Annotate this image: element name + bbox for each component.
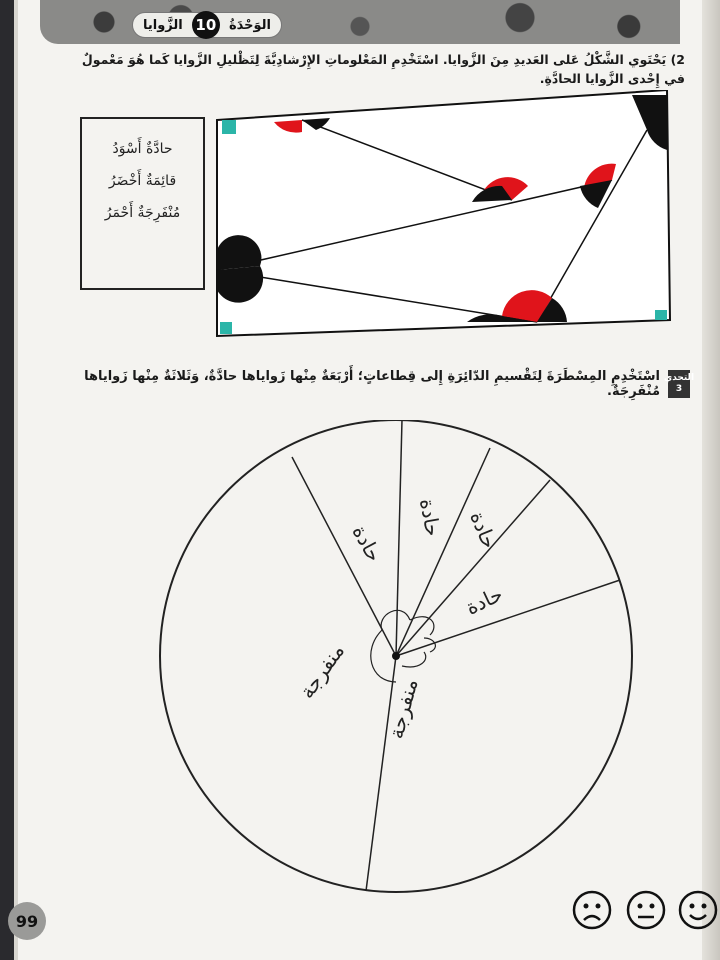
challenge-badge-number: 3 (675, 384, 683, 394)
challenge-badge-label: التحدي (663, 373, 695, 383)
right-angle-marker (222, 120, 236, 134)
happy-face-icon[interactable] (678, 890, 718, 930)
handwritten-acute-2: حادة (415, 496, 446, 539)
sector-radius (396, 448, 490, 656)
angles-figure (212, 90, 677, 340)
unit-pill (132, 12, 282, 38)
handwritten-acute-1: حادة (347, 521, 387, 566)
right-angle-marker (220, 322, 232, 334)
challenge-badge (663, 370, 695, 398)
sector-radius (366, 656, 396, 891)
unit-label: الوَحْدَةُ (228, 17, 271, 33)
angle-arc (381, 610, 410, 630)
angle-arc (402, 652, 426, 667)
legend-obtuse: مُنْفَرِجَةٌ أَحْمَرُ (104, 205, 181, 221)
legend-acute: حادَّةٌ أَسْوَدُ (112, 141, 173, 157)
page-edge (702, 0, 720, 960)
handwritten-acute-4: حادة (461, 581, 507, 620)
handwritten-obtuse-1: منفرجة (294, 639, 350, 703)
circle-figure (140, 420, 650, 915)
header-banner (40, 0, 680, 44)
color-legend-box (80, 117, 205, 290)
unit-number: 10 (192, 11, 220, 39)
question-2 (60, 50, 685, 88)
circle-center (392, 652, 400, 660)
question-2-number: 2) (670, 52, 685, 67)
sad-face-icon[interactable] (572, 890, 612, 930)
legend-right: قائِمَةٌ أَخْضَرُ (108, 173, 177, 189)
handwritten-acute-3: حادة (465, 507, 502, 552)
page-number: 99 (8, 902, 46, 940)
challenge-3 (40, 369, 695, 399)
right-angle-marker (655, 310, 667, 320)
unit-title: الزَّوايا (143, 17, 183, 33)
handwritten-obtuse-2: منفرجة (383, 676, 423, 742)
sector-radius (396, 420, 402, 656)
question-2-text: يَحْتَوي الشَّكْلُ عَلى العَديدِ مِنَ الزَّوايا. اسْتَخْدِمِ المَعْلوماتِ الإِرْشادِيَّةَ لِتَظْليلِ الزَّوايا كَما هُوَ مَعْمولٌ في إِحْدى الزَّوايا الحادَّةِ. (81, 52, 685, 86)
challenge-3-text: اسْتَخْدِمِ المِسْطَرَةَ لِتَقْسيمِ الدّائِرَةِ إِلى قِطاعاتٍ؛ أَرْبَعَةٌ مِنْها زَواياها حادَّةٌ، وَثَلاثَةٌ مِنْها زَواياها مُنْفَرِجَةٌ. (84, 369, 660, 399)
neutral-face-icon[interactable] (626, 890, 666, 930)
